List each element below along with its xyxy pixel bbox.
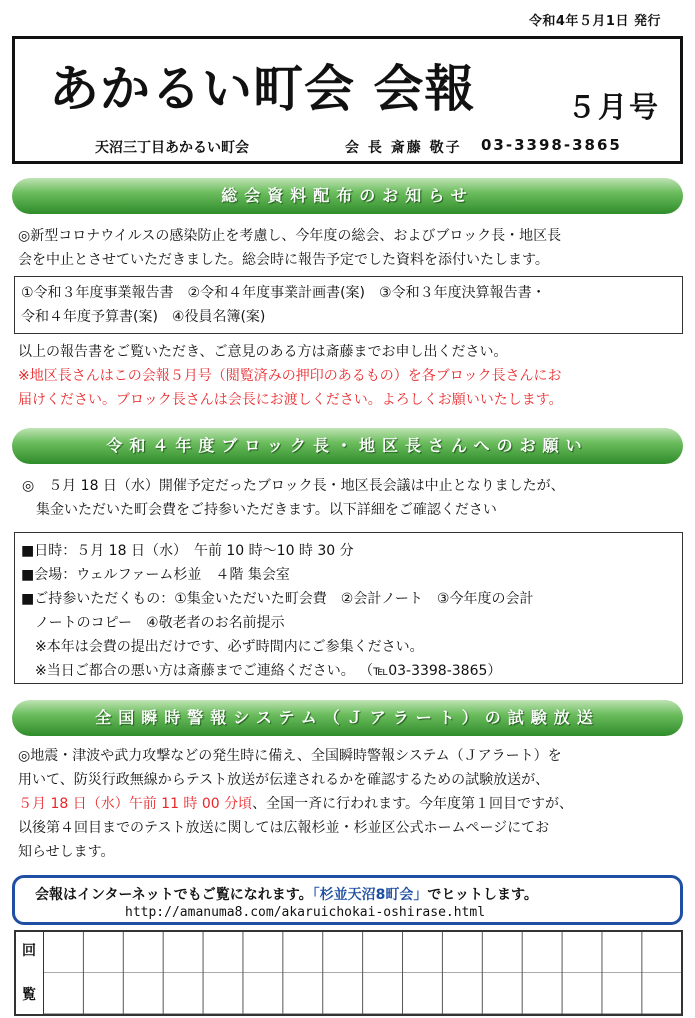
organization-name: 天沼三丁目あかるい町会 [95, 140, 249, 156]
chairperson: 会 長 斎藤 敬子 [345, 140, 462, 156]
website-info-text [35, 884, 538, 904]
section2-intro: ◎ ５月 18 日（水）開催予定だったブロック長・地区長会議は中止となりましたが、 集金いただいた町会費をご持参いただきます。以下詳細をご確認ください [22, 478, 565, 518]
meeting-details-box: ■日時：５月 18 日（水） 午前 10 時～10 時 30 分 ■会場：ウェルファーム杉並 ４階 集会室 ■ご持参いただくもの：①集金いただいた町会費 ②会計ノート ③今年度の会計 ノートのコピー ④敬老者のお名前提示 ※本年は会費の提出だけです、必ず時間内にご参集ください。 ※当日ご都合の悪い方は斎藤までご連絡ください。 （℡03-3398-3865） [14, 532, 683, 684]
footer-lead: 会報はインターネットでもご覧になれます。 [35, 887, 313, 903]
footer-tail: でヒットします。 [427, 887, 538, 903]
section-banner-block-leaders: 令和４年度ブロック長・地区長さんへのお願い [12, 428, 683, 464]
section3-text-1: ◎地震・津波や武力攻撃などの発生時に備え、全国瞬時警報システム（Ｊアラート）を 用いて、防災行政無線からテスト放送が伝達されるかを確認するための試験放送が、 [18, 748, 562, 788]
section1-intro: ◎新型コロナウイルスの感染防止を考慮し、今年度の総会、およびブロック長・地区長 会を中止とさせていただきました。総会時に報告予定でした資料を添付いたします。 [18, 228, 562, 268]
circulation-stamp-grid [14, 930, 683, 1016]
section-banner-general-meeting: 総会資料配布のお知らせ [12, 178, 683, 214]
website-info-box [12, 875, 683, 925]
circulation-label-top: 回 [22, 943, 36, 959]
newsletter-title: あかるい町会 会報 [49, 60, 476, 118]
issue-date: 令和4年５月1日 発行 [528, 14, 661, 29]
section3-text-2: 、全国一斉に行われます。今年度第１回目ですが、 以後第４回目までのテスト放送に関しては広報杉並・杉並区公式ホームページにてお 知らせします。 [18, 796, 574, 860]
section1-note: 以上の報告書をご覧いただき、ご意見のある方は斎藤までお申し出ください。 [18, 344, 508, 360]
circulation-label [16, 932, 44, 1014]
section3-body [18, 744, 678, 864]
section-banner-j-alert: 全国瞬時警報システム（Ｊアラート）の試験放送 [12, 700, 683, 736]
documents-list-box: ①令和３年度事業報告書 ②令和４年度事業計画書(案) ③令和３年度決算報告書・ 令和４年度予算書(案) ④役員名簿(案) [14, 276, 683, 334]
stamp-cells[interactable] [44, 932, 681, 1014]
website-url[interactable]: http://amanuma8.com/akaruichokai-oshirase.html [125, 905, 486, 920]
contact-phone: 03-3398-3865 [481, 136, 622, 154]
masthead [12, 36, 683, 164]
search-term: 「杉並天沼8町会」 [312, 887, 428, 903]
circulation-label-bottom: 覧 [22, 987, 36, 1003]
test-broadcast-date: ５月 18 日（水）午前 11 時 00 分頃 [18, 796, 253, 812]
issue-number: ５月号 [567, 90, 661, 124]
section1-red-note: ※地区長さんはこの会報５月号（閲覧済みの押印のあるもの）を各ブロック長さんにお 届けください。ブロック長さんは会長にお渡しください。よろしくお願いいたします。 [18, 368, 563, 408]
